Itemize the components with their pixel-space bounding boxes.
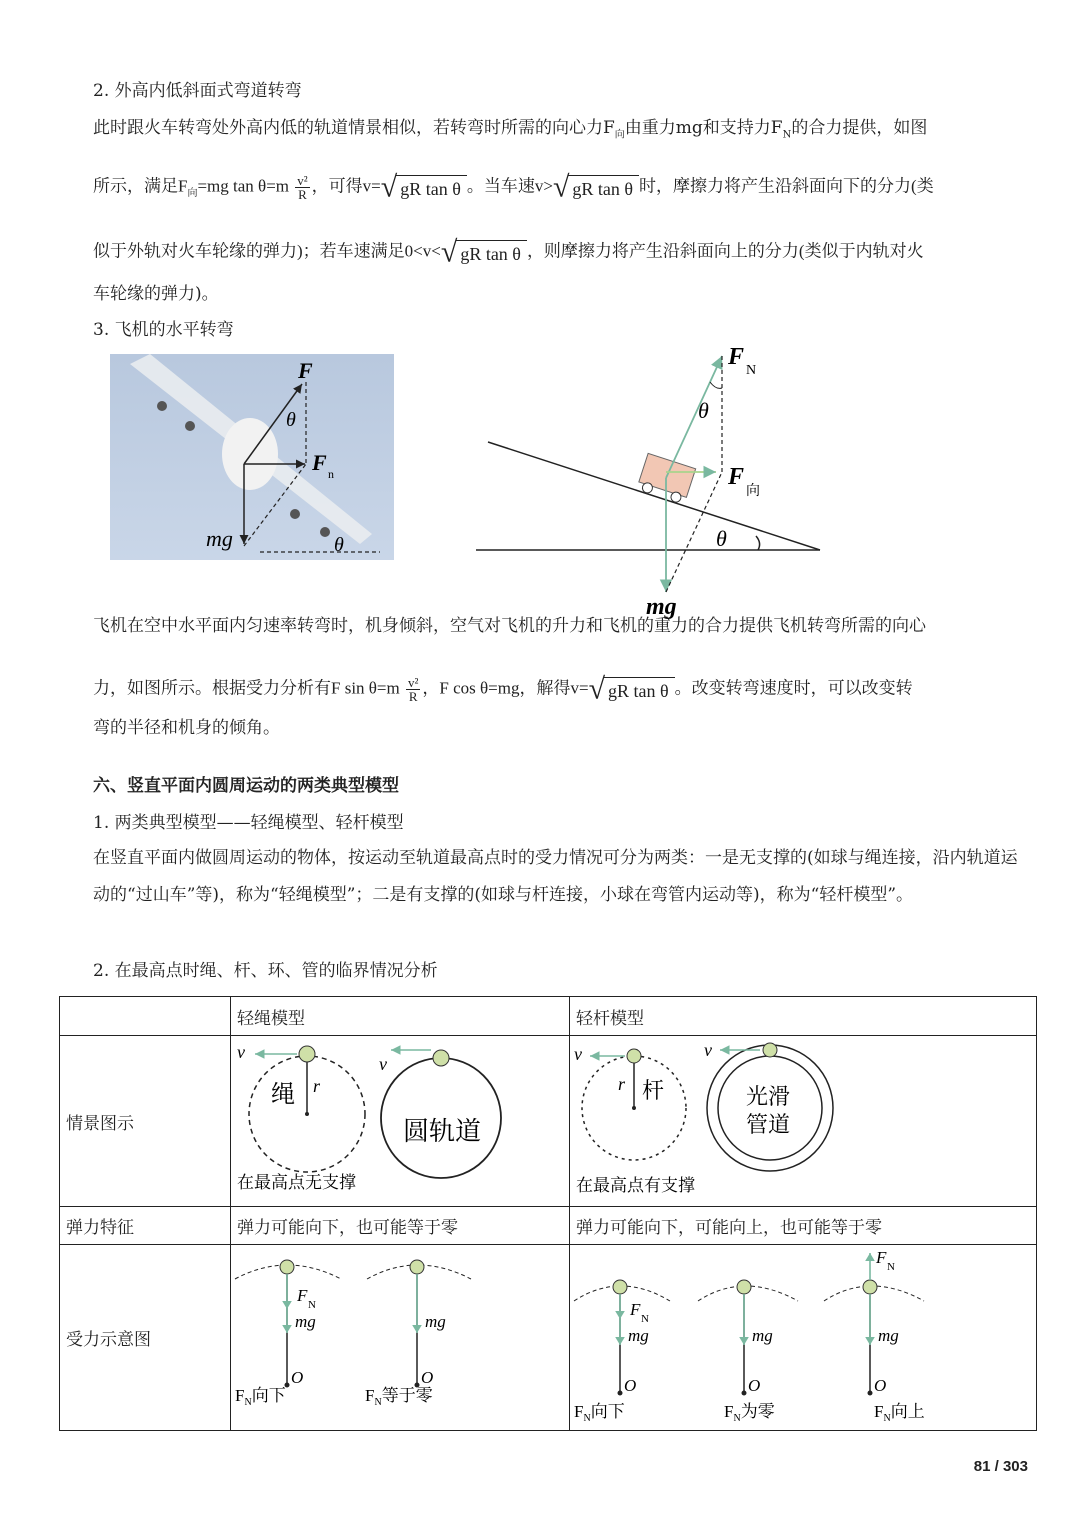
label-v: v xyxy=(704,1040,712,1060)
rope-diagram-figure xyxy=(231,1245,567,1425)
section-6-heading: 六、竖直平面内圆周运动的两类典型模型 xyxy=(93,776,399,796)
sub: N xyxy=(883,1413,891,1424)
label-v: v xyxy=(379,1054,387,1074)
text: F xyxy=(365,1386,375,1405)
rope-diag-caption-1 xyxy=(235,1386,286,1408)
text: 为零 xyxy=(740,1402,775,1421)
section-2-title: 2. 外高内低斜面式弯道转弯 xyxy=(93,81,302,101)
text: 等于零 xyxy=(381,1386,433,1405)
plane-figure xyxy=(110,354,394,560)
row-label-scene: 情景图示 xyxy=(60,1036,231,1207)
label-fn-sub: N xyxy=(641,1313,649,1325)
label-fn-sub: N xyxy=(887,1261,895,1273)
label-v: v xyxy=(237,1042,245,1062)
sqrt-expression: gR tan θ xyxy=(396,175,467,200)
text: =mg tan θ=m xyxy=(197,176,290,196)
rod-diag-caption-1 xyxy=(574,1402,625,1424)
text: 。改变转弯速度时，可以改变转 xyxy=(674,678,913,698)
rope-scene-cell xyxy=(231,1036,570,1207)
text: F xyxy=(874,1402,884,1421)
label-mg: mg xyxy=(752,1326,773,1345)
sqrt-expression: gR tan θ xyxy=(456,240,527,265)
label-f: F xyxy=(298,358,313,383)
table-row-diagram xyxy=(60,1245,1037,1431)
sub: 向 xyxy=(614,129,625,141)
section-3-title: 3. 飞机的水平转弯 xyxy=(93,320,234,340)
rod-diagram-figure xyxy=(570,1245,1036,1425)
label-theta-2: θ xyxy=(334,534,344,556)
label-fn: F xyxy=(630,1300,641,1319)
frac-num: v² xyxy=(408,675,419,690)
sub: N xyxy=(583,1413,591,1424)
row-label-force: 弹力特征 xyxy=(60,1207,231,1245)
sqrt-sign-icon: √ xyxy=(440,235,458,269)
rope-diag-caption-2 xyxy=(365,1386,433,1408)
sqrt-expression: gR tan θ xyxy=(604,677,675,702)
sqrt-sign-icon: √ xyxy=(380,170,398,204)
sub: N xyxy=(244,1397,252,1408)
label-fn: F xyxy=(728,344,745,370)
label-o: O xyxy=(421,1368,434,1387)
text: 的合力提供，如图 xyxy=(791,118,928,138)
label-o: O xyxy=(874,1376,887,1395)
label-rod: 杆 xyxy=(642,1078,665,1103)
banked-line-1 xyxy=(93,117,927,146)
sub: N xyxy=(374,1397,382,1408)
rod-scene-figure xyxy=(570,1036,1036,1201)
label-o: O xyxy=(291,1368,304,1387)
fraction xyxy=(295,174,309,201)
label-theta-bottom: θ xyxy=(716,526,727,551)
label-fxiang-sub: 向 xyxy=(746,484,760,499)
label-pipe-1: 光滑 xyxy=(746,1084,791,1109)
label-o: O xyxy=(624,1376,637,1395)
text: 向下 xyxy=(251,1386,286,1405)
section-6-sub-1: 1. 两类典型模型——轻绳模型、轻杆模型 xyxy=(93,813,404,833)
banked-line-4: 车轮缘的弹力)。 xyxy=(93,284,219,304)
rope-force-cell: 弹力可能向下，也可能等于零 xyxy=(231,1207,570,1245)
rod-force-cell: 弹力可能向下，可能向上，也可能等于零 xyxy=(570,1207,1037,1245)
rod-scene-caption: 在最高点有支撑 xyxy=(576,1176,695,1195)
text: F xyxy=(235,1386,245,1405)
table-row-force xyxy=(60,1207,1037,1245)
page-number: 81 / 303 xyxy=(973,1458,1028,1475)
text: 时，摩擦力将产生沿斜面向下的分力(类 xyxy=(639,176,934,196)
label-r: r xyxy=(618,1074,626,1094)
row-label-diagram: 受力示意图 xyxy=(60,1245,231,1431)
text: ，可得v= xyxy=(311,176,381,196)
text: 。当车速v> xyxy=(466,176,553,196)
rope-scene-caption: 在最高点无支撑 xyxy=(237,1173,356,1192)
text: 所示，满足F xyxy=(93,176,188,196)
rope-scene-figure xyxy=(231,1036,567,1201)
label-mg: mg xyxy=(628,1326,649,1345)
rod-diag-caption-3 xyxy=(874,1402,925,1424)
header-empty xyxy=(60,997,231,1036)
label-theta-top: θ xyxy=(698,398,709,423)
text: 向下 xyxy=(590,1402,625,1421)
label-pipe-2: 管道 xyxy=(746,1112,791,1137)
label-track: 圆轨道 xyxy=(403,1117,482,1146)
text: 向上 xyxy=(890,1402,925,1421)
fraction xyxy=(406,676,420,703)
header-rope: 轻绳模型 xyxy=(231,997,570,1036)
label-fn: F xyxy=(312,450,327,475)
text: F xyxy=(574,1402,584,1421)
frac-den: R xyxy=(408,689,418,704)
label-r: r xyxy=(313,1076,321,1096)
table-row-scene xyxy=(60,1036,1037,1207)
sqrt-sign-icon: √ xyxy=(552,170,570,204)
label-fn-sub: N xyxy=(746,363,757,378)
sqrt-expression: gR tan θ xyxy=(568,175,639,200)
label-mg: mg xyxy=(425,1312,446,1331)
frac-den: R xyxy=(298,187,307,202)
rod-diag-caption-2 xyxy=(724,1402,775,1424)
text: 由重力mg和支持力F xyxy=(624,118,783,138)
table-header-row xyxy=(60,997,1037,1036)
plane-line-1: 飞机在空中水平面内匀速率转弯时，机身倾斜，空气对飞机的升力和飞机的重力的合力提供飞机转弯所需的向心 xyxy=(93,616,926,636)
incline-figure xyxy=(470,338,840,620)
rope-diagram-cell xyxy=(231,1245,570,1431)
label-o: O xyxy=(748,1376,761,1395)
critical-analysis-table xyxy=(59,996,1037,1431)
label-mg: mg xyxy=(206,526,233,551)
sqrt-sign-icon: √ xyxy=(588,672,606,706)
section-6-sub-2: 2. 在最高点时绳、杆、环、管的临界情况分析 xyxy=(93,961,438,981)
frac-num: v² xyxy=(297,173,308,188)
text: ，F cos θ=mg，解得v= xyxy=(422,678,589,698)
banked-line-3 xyxy=(93,235,924,269)
fn-arrow xyxy=(666,356,722,478)
text: 此时跟火车转弯处外高内低的轨道情景相似，若转弯时所需的向心力F xyxy=(93,118,615,138)
text: 似于外轨对火车轮缘的弹力)；若车速满足0<v< xyxy=(93,241,441,261)
sub: N xyxy=(733,1413,741,1424)
label-fn: F xyxy=(876,1248,887,1267)
label-rope: 绳 xyxy=(271,1082,295,1108)
label-mg: mg xyxy=(646,594,677,620)
label-fn-sub: n xyxy=(328,467,334,481)
label-fxiang: F xyxy=(728,464,745,490)
section-6-paragraph: 在竖直平面内做圆周运动的物体，按运动至轨道最高点时的受力情况可分为两类：一是无支撑的(如球与绳连接，沿内轨道运动的“过山车”等)，称为“轻绳模型”；二是有支撑的(如球与杆连接，小球在弯管内运动等)，称为“轻杆模型”。 xyxy=(93,848,1018,905)
rod-diagram-cell xyxy=(570,1245,1037,1431)
label-fn-sub: N xyxy=(308,1299,316,1311)
plane-line-2 xyxy=(93,672,913,706)
sub: N xyxy=(782,129,792,141)
label-mg: mg xyxy=(878,1326,899,1345)
label-v: v xyxy=(574,1044,582,1064)
plane-line-3: 弯的半径和机身的倾角。 xyxy=(93,718,280,738)
label-fn: F xyxy=(297,1286,308,1305)
text: F xyxy=(724,1402,734,1421)
banked-line-2 xyxy=(93,170,934,205)
label-theta: θ xyxy=(286,409,296,431)
text: 力，如图所示。根据受力分析有F sin θ=m xyxy=(93,678,400,698)
rod-scene-cell xyxy=(570,1036,1037,1207)
label-mg: mg xyxy=(295,1312,316,1331)
sub: 向 xyxy=(187,187,198,199)
header-rod: 轻杆模型 xyxy=(570,997,1037,1036)
text: ，则摩擦力将产生沿斜面向上的分力(类似于内轨对火 xyxy=(526,241,924,261)
